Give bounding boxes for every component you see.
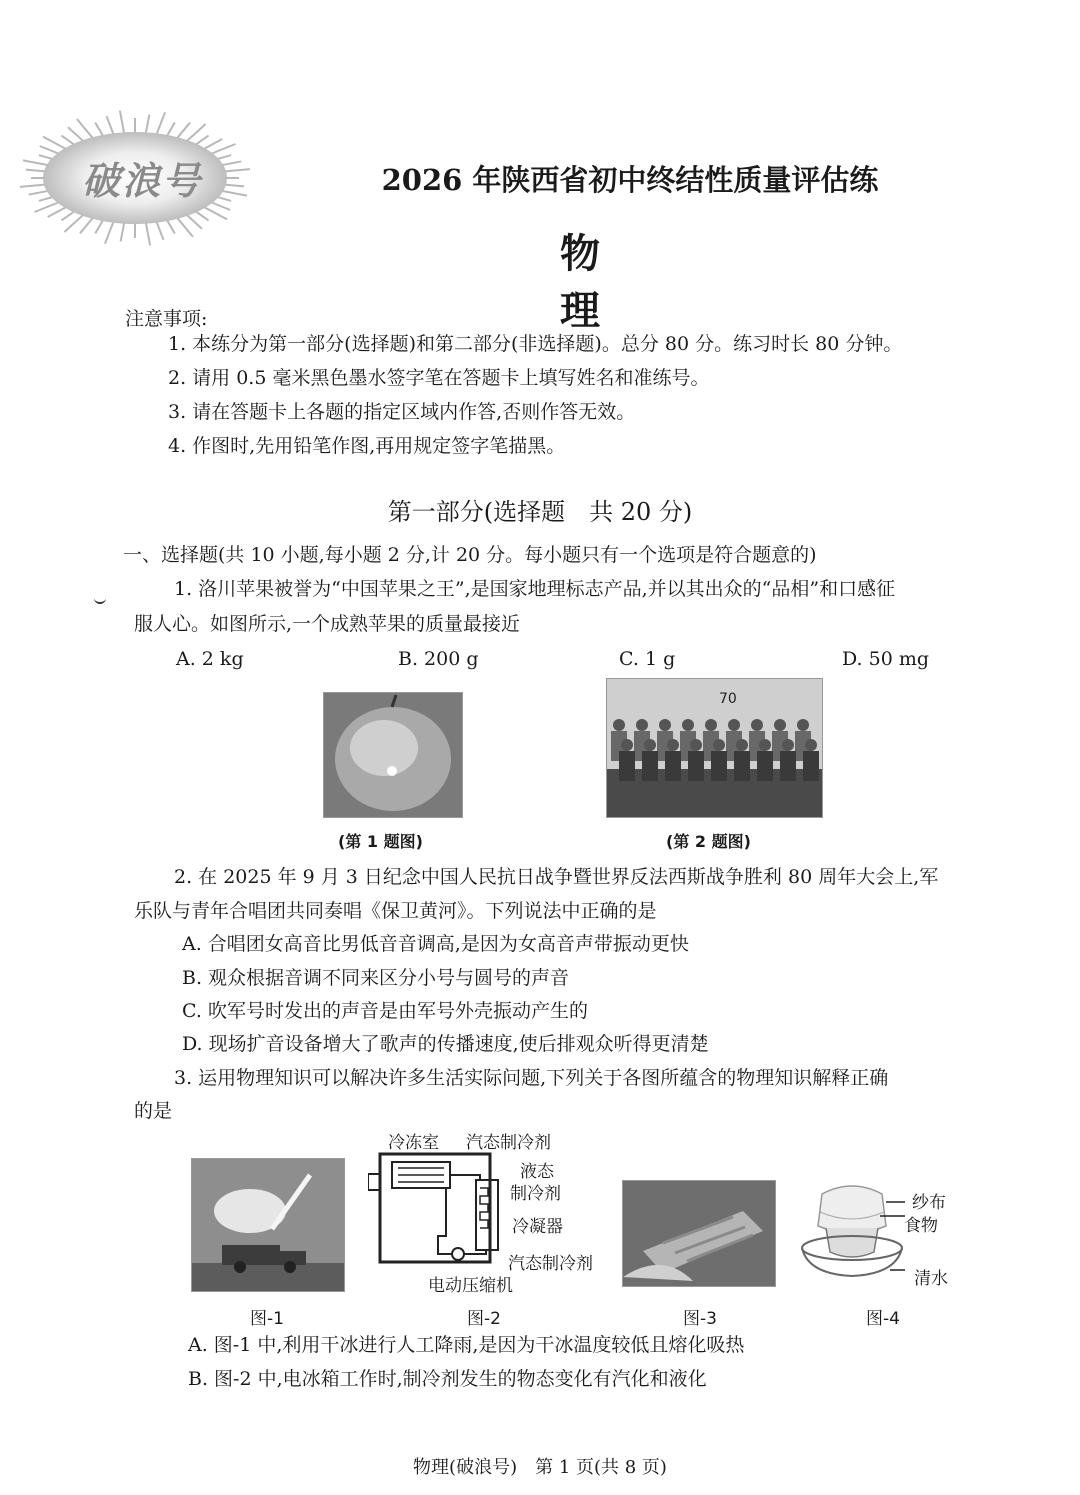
q1-option-a: A. 2 kg: [176, 648, 244, 670]
question-3-line: 3. 运用物理知识可以解决许多生活实际问题,下列关于各图所蕴含的物理知识解释正确: [174, 1067, 889, 1089]
figure-caption-3-1: 图-1: [250, 1309, 284, 1329]
fig4-label-water: 清水: [914, 1269, 948, 1289]
figure-2-diagram: [368, 1150, 508, 1275]
notes-heading: 注意事项:: [125, 308, 208, 330]
q3-option-b: B. 图-2 中,电冰箱工作时,制冷剂发生的物态变化有汽化和液化: [188, 1368, 707, 1390]
stamp-text: 破浪号: [81, 159, 202, 203]
fig2-label-freezer: 冷冻室: [388, 1133, 439, 1153]
fig4-label-gauze: 纱布: [912, 1193, 946, 1213]
q3-option-a: A. 图-1 中,利用干冰进行人工降雨,是因为干冰温度较低且熔化吸热: [188, 1334, 745, 1356]
figure-caption-2: (第 2 题图): [666, 832, 751, 851]
q1-option-c: C. 1 g: [619, 648, 676, 670]
band-photo-sign: 70: [719, 691, 737, 707]
fig2-label-liquid: 液态: [520, 1162, 554, 1182]
figure-caption-3-2: 图-2: [467, 1309, 501, 1329]
fig4-label-food: 食物: [904, 1216, 938, 1236]
question-3-line: 的是: [134, 1100, 173, 1122]
band-photo: [606, 678, 823, 818]
section-title: 第一部分(选择题 共 20 分): [387, 498, 693, 526]
figure-4-diagram: [800, 1182, 905, 1282]
page-title: 2026 年陕西省初中终结性质量评估练: [381, 163, 879, 197]
fig2-label-liquid-2: 制冷剂: [510, 1184, 561, 1204]
subject-title: 物理: [560, 230, 644, 334]
note-item: 2. 请用 0.5 毫米黑色墨水签字笔在答题卡上填写姓名和准练号。: [168, 367, 710, 389]
question-2-line: 乐队与青年合唱团共同奏唱《保卫黄河》。下列说法中正确的是: [134, 900, 657, 922]
question-2-line: 2. 在 2025 年 9 月 3 日纪念中国人民抗日战争暨世界反法西斯战争胜利 80 周年大会上,军: [174, 866, 939, 888]
fig2-label-gas-top: 汽态制冷剂: [466, 1133, 551, 1153]
q2-option-d: D. 现场扩音设备增大了歌声的传播速度,使后排观众听得更清楚: [182, 1033, 709, 1055]
note-item: 3. 请在答题卡上各题的指定区域内作答,否则作答无效。: [168, 401, 636, 423]
fig2-label-gas-bottom: 汽态制冷剂: [508, 1254, 593, 1274]
figure-caption-3-4: 图-4: [866, 1309, 900, 1329]
q1-option-b: B. 200 g: [398, 648, 479, 670]
q2-option-a: A. 合唱团女高音比男低音音调高,是因为女高音声带振动更快: [182, 933, 689, 955]
q2-option-c: C. 吹军号时发出的声音是由军号外壳振动产生的: [182, 1000, 588, 1022]
figure-caption-3-3: 图-3: [683, 1309, 717, 1329]
figure-1-photo: [191, 1158, 345, 1292]
apple-photo: [323, 692, 463, 818]
part-instruction: 一、选择题(共 10 小题,每小题 2 分,计 20 分。每小题只有一个选项是符合题意的): [123, 544, 817, 566]
note-item: 4. 作图时,先用铅笔作图,再用规定签字笔描黑。: [168, 435, 566, 457]
q2-option-b: B. 观众根据音调不同来区分小号与圆号的声音: [182, 967, 570, 989]
question-1-line: 服人心。如图所示,一个成熟苹果的质量最接近: [134, 613, 521, 635]
q1-option-d: D. 50 mg: [842, 648, 930, 670]
figure-3-photo: [622, 1180, 776, 1287]
pen-mark: [94, 596, 106, 604]
page-footer: 物理(破浪号) 第 1 页(共 8 页): [413, 1457, 667, 1478]
note-item: 1. 本练分为第一部分(选择题)和第二部分(非选择题)。总分 80 分。练习时长 80 分钟。: [168, 333, 903, 355]
question-1-line: 1. 洛川苹果被誉为“中国苹果之王”,是国家地理标志产品,并以其出众的“品相”和口感征: [174, 578, 896, 600]
figure-caption-1: (第 1 题图): [338, 832, 423, 851]
fig2-label-compressor: 电动压缩机: [428, 1276, 513, 1296]
fig2-label-condenser: 冷凝器: [512, 1217, 563, 1237]
